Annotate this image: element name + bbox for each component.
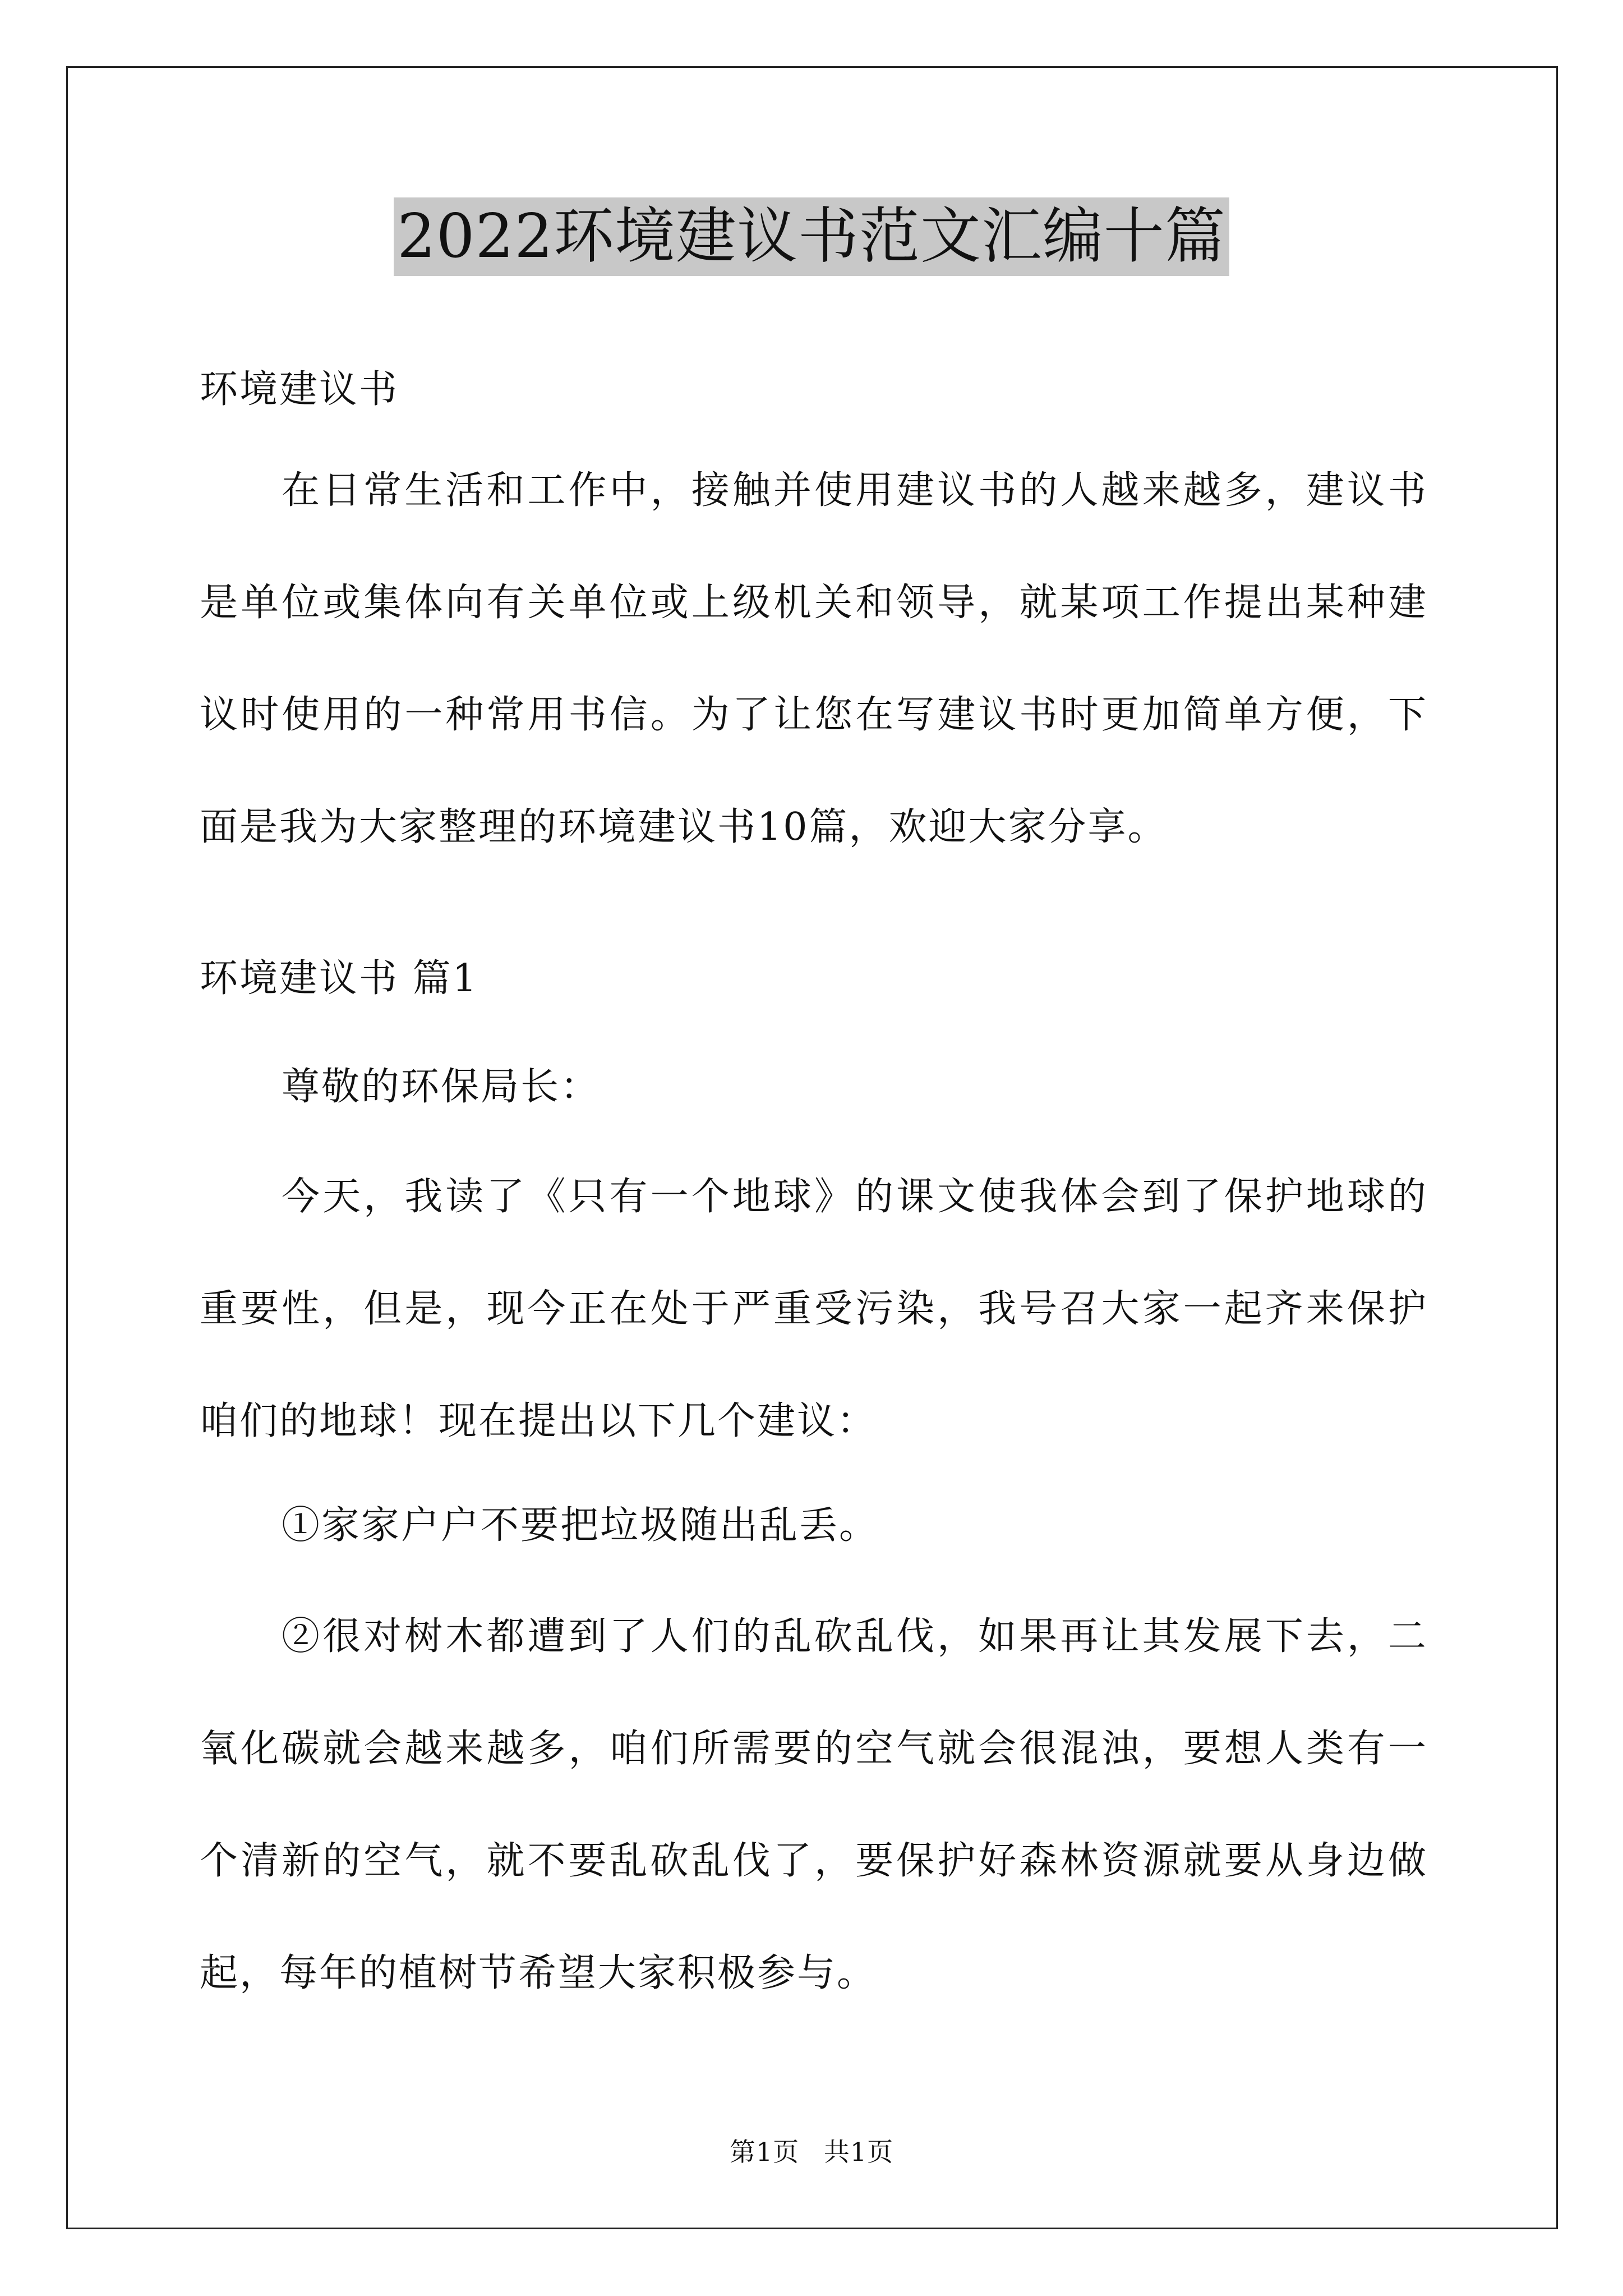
- body-paragraph: 今天，我读了《只有一个地球》的课文使我体会到了保护地球的重要性，但是，现今正在处于严重受污染，我号召大家一起齐来保护咱们的地球！现在提出以下几个建议：: [200, 1175, 1428, 1443]
- list-item: ②很对树木都遭到了人们的乱砍乱伐，如果再让其发展下去，二氧化碳就会越来越多，咱们所需要的空气就会很混浊，要想人类有一个清新的空气，就不要乱砍乱伐了，要保护好森林资源就要从身边做起，每年的植树节希望大家积极参与。: [200, 1614, 1428, 1995]
- page-footer: [0, 2132, 1623, 2169]
- list-item: ①家家户户不要把垃圾随出乱丢。: [282, 1503, 879, 1548]
- page-total: 共1页: [823, 2137, 894, 2167]
- salutation: 尊敬的环保局长：: [282, 1065, 601, 1109]
- document-title: 2022环境建议书范文汇编十篇: [394, 197, 1229, 276]
- intro-paragraph: 在日常生活和工作中，接触并使用建议书的人越来越多，建议书是单位或集体向有关单位或上级机关和领导，就某项工作提出某种建议时使用的一种常用书信。为了让您在写建议书时更加简单方便，下面是我为大家整理的环境建议书10篇，欢迎大家分享。: [200, 468, 1428, 849]
- intro-heading: 环境建议书: [200, 367, 399, 412]
- section-heading: 环境建议书 篇1: [200, 956, 478, 1001]
- page-number: 第1页: [729, 2137, 800, 2167]
- title-container: [0, 197, 1623, 276]
